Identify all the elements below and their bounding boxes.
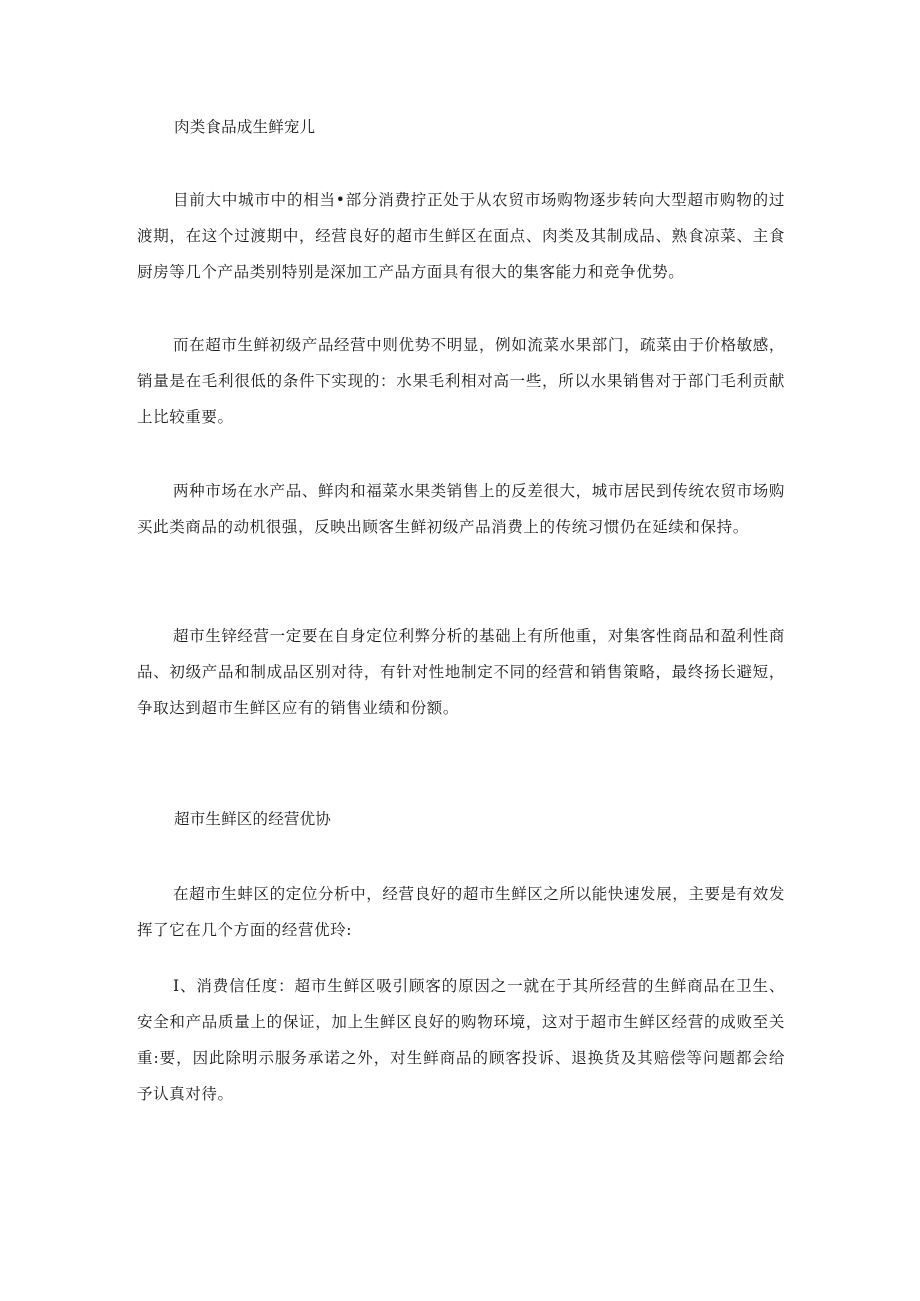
paragraph-advantages-intro: 在超市生蚌区的定位分析中，经营良好的超市生鲜区之所以能快速发展，主要是有效发挥了它在几个方面的经营优玲:	[137, 885, 785, 939]
paragraph-consumer-trust: I、消费信任度：超市生鲜区吸引顾客的原因之一就在于其所经营的生鲜商品在卫生、安全和产品质量上的保证，加上生鲜区良好的购物环境，这对于超市生鲜区经营的成败至关重:要，因此除明示服务承诺之外，对生鲜商品的顾客投诉、退换货及其赔偿等问题都会给予认真对待。	[137, 977, 785, 1103]
paragraph-market-contrast: 两种市场在水产品、鲜肉和福菜水果类销售上的反差很大，城市居民到传统农贸市场购买此类商品的动机很强，反映出顾客生鲜初级产品消费上的传统习惯仍在延续和保持。	[137, 482, 785, 536]
section-heading-advantages: 超市生鲜区的经营优协	[174, 810, 332, 828]
section-heading-meat: 肉类食品成生鲜宠儿	[174, 118, 316, 136]
paragraph-primary-products: 而在超市生鲜初级产品经营中则优势不明显，例如流菜水果部门，疏菜由于价格敏感，销量是在毛利很低的条件下实现的：水果毛利相对高一些，所以水果销售对于部门毛利贡献上比较重要。	[137, 336, 785, 426]
paragraph-transition-period: 目前大中城市中的相当•部分消费拧正处于从农贸市场购物逐步转向大型超市购物的过渡期，在这个过渡期中，经营良好的超市生鲜区在面点、肉类及其制成品、熟食凉菜、主食厨房等几个产品类别特别是深加工产品方面具有很大的集客能力和竞争优势。	[137, 191, 785, 281]
paragraph-strategy: 超市生锌经营一定要在自身定位利弊分析的基础上有所他重，对集客性商品和盈利性商品、初级产品和制成品区别对待，有针对性地制定不同的经营和销售策略，最终扬长避短，争取达到超市生鲜区应有的销售业绩和份额。	[137, 627, 785, 717]
